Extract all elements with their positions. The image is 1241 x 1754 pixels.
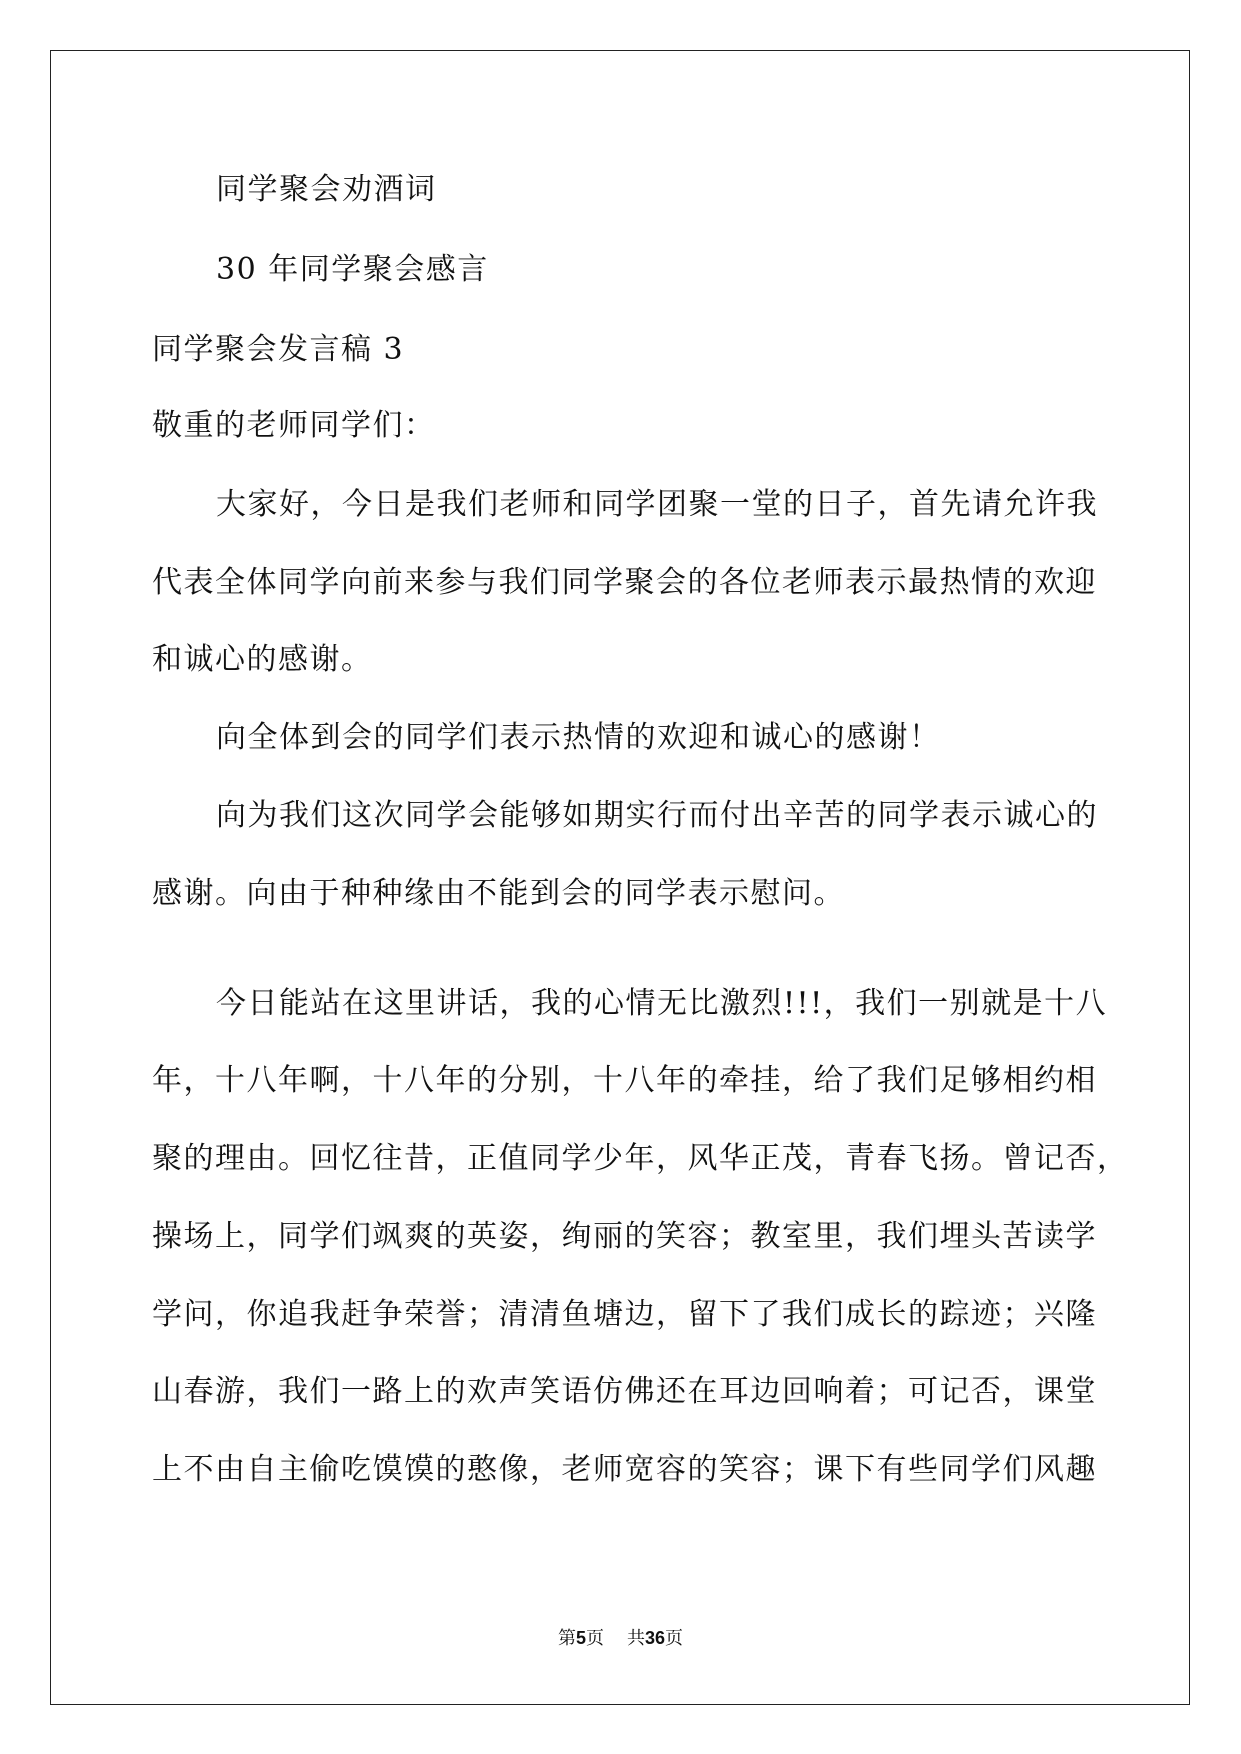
paragraph-line: 今日能站在这里讲话，我的心情无比激烈!!!，我们一别就是十八 <box>216 986 1108 1021</box>
section-heading: 同学聚会发言稿 3 <box>152 332 405 367</box>
paragraph-line: 聚的理由。回忆往昔，正值同学少年，风华正茂，青春飞扬。曾记否， <box>152 1141 1129 1176</box>
paragraph-line: 学问，你追我赶争荣誉；清清鱼塘边，留下了我们成长的踪迹；兴隆 <box>152 1297 1097 1332</box>
paragraph-line: 和诚心的感谢。 <box>152 642 373 677</box>
title-line-1: 同学聚会劝酒词 <box>216 172 437 207</box>
total-pages: 36 <box>644 1628 665 1648</box>
paragraph-line: 大家好，今日是我们老师和同学团聚一堂的日子，首先请允许我 <box>216 487 1098 522</box>
salutation: 敬重的老师同学们： <box>152 408 436 443</box>
title-line-2: 30 年同学聚会感言 <box>216 252 489 287</box>
paragraph-line: 感谢。向由于种种缘由不能到会的同学表示慰问。 <box>152 876 845 911</box>
paragraph-line: 操场上，同学们飒爽的英姿，绚丽的笑容；教室里，我们埋头苦读学 <box>152 1219 1097 1254</box>
page-suffix: 页 <box>586 1628 605 1649</box>
paragraph-line: 向全体到会的同学们表示热情的欢迎和诚心的感谢！ <box>216 720 941 755</box>
total-suffix: 页 <box>664 1628 683 1649</box>
page-number: 5 <box>576 1628 587 1648</box>
paragraph-line: 年，十八年啊，十八年的分别，十八年的牵挂，给了我们足够相约相 <box>152 1063 1097 1098</box>
paragraph-line: 山春游，我们一路上的欢声笑语仿佛还在耳边回响着；可记否，课堂 <box>152 1374 1097 1409</box>
paragraph-line: 代表全体同学向前来参与我们同学聚会的各位老师表示最热情的欢迎 <box>152 565 1097 600</box>
paragraph-line: 上不由自主偷吃馍馍的憨像，老师宽容的笑容；课下有些同学们风趣 <box>152 1452 1097 1487</box>
page-footer <box>0 1626 1241 1651</box>
page-prefix: 第 <box>558 1628 577 1649</box>
total-prefix: 共 <box>626 1628 645 1649</box>
paragraph-line: 向为我们这次同学会能够如期实行而付出辛苦的同学表示诚心的 <box>216 798 1098 833</box>
